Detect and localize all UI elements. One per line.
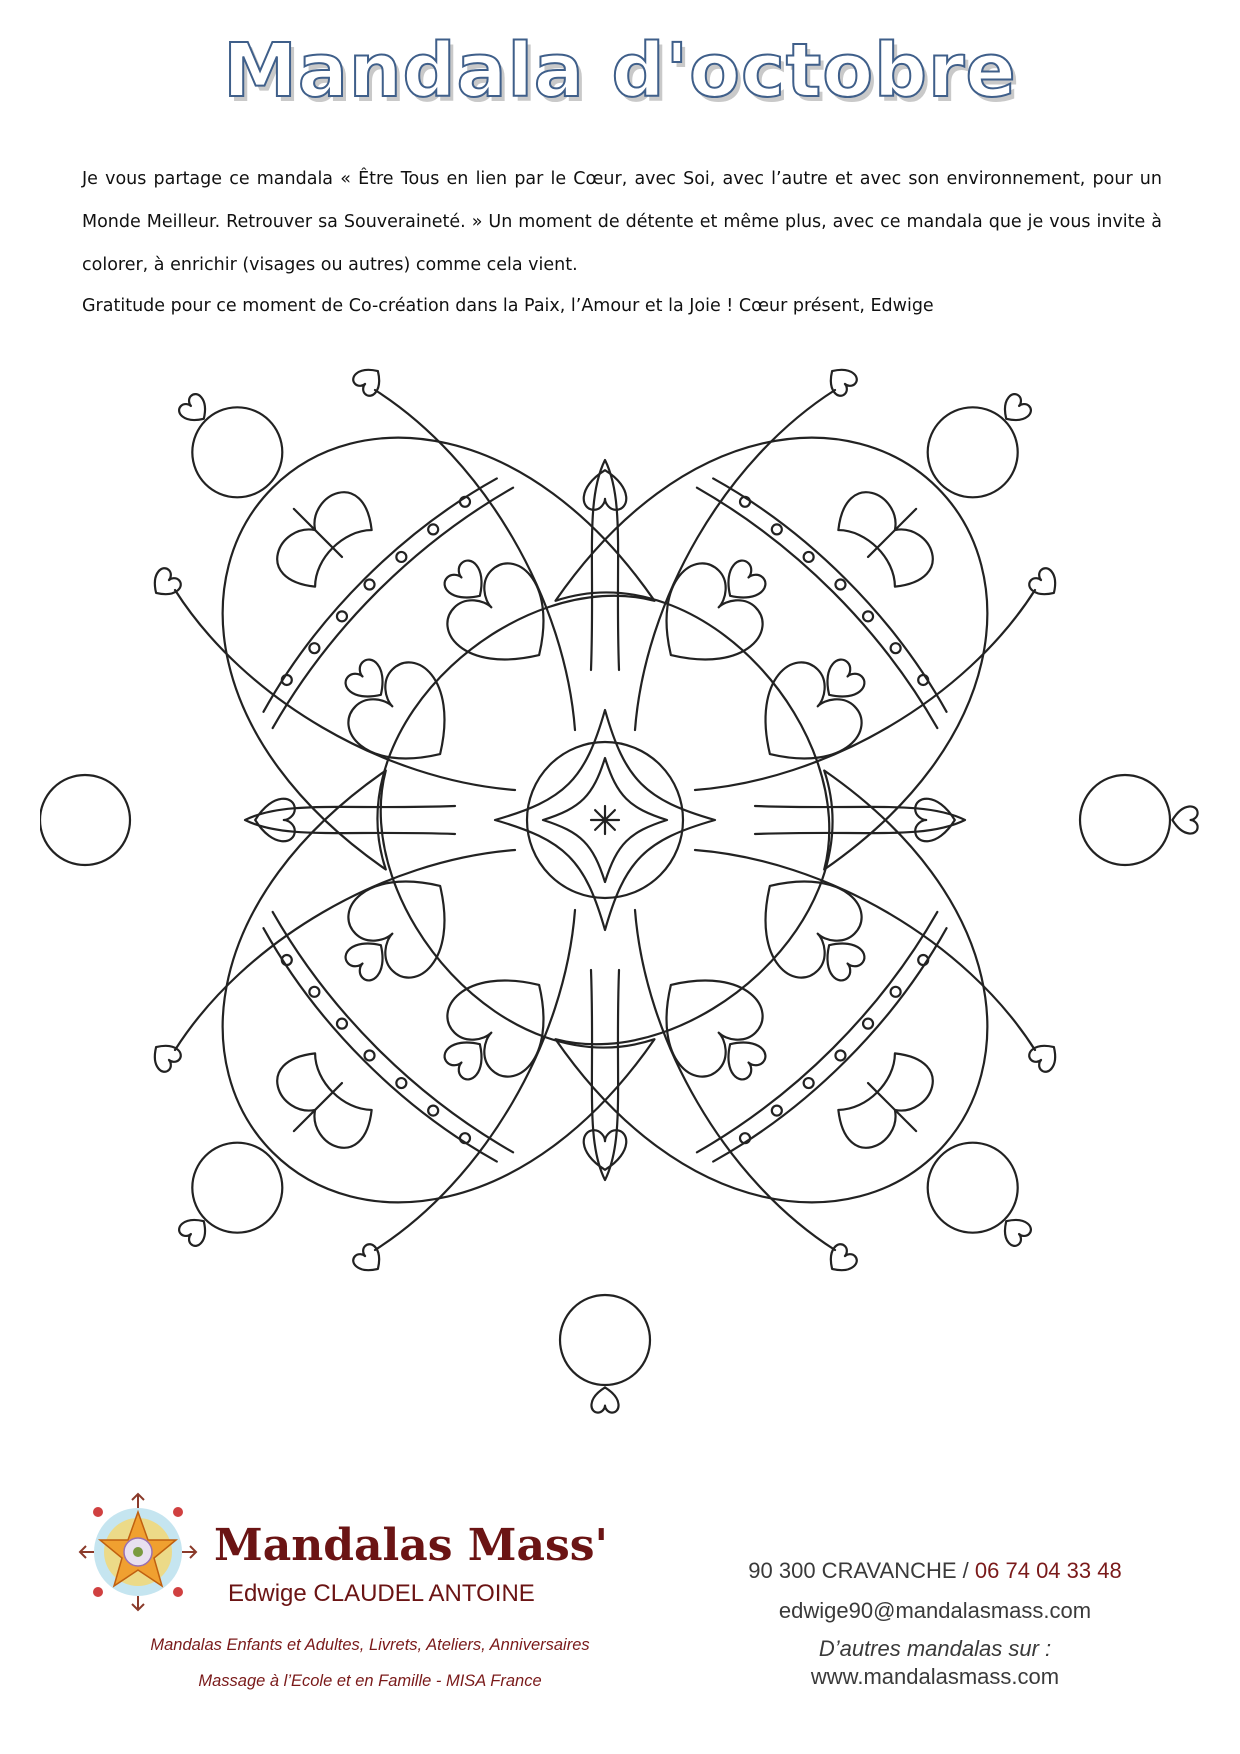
- band-bead: [738, 1131, 752, 1145]
- petal-outline: [550, 765, 1078, 1293]
- outer-heart: [1172, 806, 1197, 833]
- gratitude-line: Gratitude pour ce moment de Co-création dans la Paix, l’Amour et la Joie ! Cœur présent, Edwige: [82, 296, 934, 316]
- band-bead: [335, 1017, 349, 1031]
- outer-ball-circle: [174, 1124, 301, 1251]
- outer-heart: [176, 1212, 213, 1249]
- email-link[interactable]: edwige90@mandalasmass.com: [778, 1598, 1092, 1623]
- leaf-vein: [294, 1083, 342, 1131]
- intro-text: [82, 158, 1162, 321]
- outer-heart: [997, 1212, 1034, 1249]
- mandala-outer-ball: [40, 775, 130, 865]
- arm-inner: [591, 970, 619, 1180]
- brand-name: Mandalas Mass': [214, 1520, 609, 1571]
- mandala-petal: [550, 765, 1078, 1293]
- band-bead: [394, 1076, 408, 1090]
- arm-tip-heart: [351, 1242, 388, 1279]
- petal-outline: [132, 765, 660, 1293]
- intro-paragraph: Je vous partage ce mandala « Être Tous en lien par le Cœur, avec Soi, avec l’autre et avec son environnement, pour un Monde Meilleur. Retrouver sa Souveraineté. » Un moment de détente et même plus, avec ce mandala que je vous invite à colorer, à enrichir (visages ou autres) comme cela vient.: [82, 169, 1162, 275]
- tagline-services: Mandalas Enfants et Adultes, Livrets, Ateliers, Anniversaires: [150, 1636, 590, 1654]
- mandala-petal: [550, 350, 1078, 875]
- arm-inner: [755, 806, 965, 834]
- mandala-petal: [132, 765, 660, 1293]
- arm-tip-heart: [147, 1038, 184, 1075]
- arm-tip-heart: [1027, 566, 1064, 603]
- arm-inner: [591, 460, 619, 670]
- band-bead: [394, 550, 408, 564]
- mandala-outer-ball: [560, 1295, 650, 1413]
- author-name: Edwige CLAUDEL ANTOINE: [228, 1580, 535, 1607]
- petal-outline: [550, 350, 1078, 875]
- mandala-outer-ball: [1080, 775, 1198, 865]
- outer-heart: [591, 1387, 618, 1412]
- outer-heart: [997, 391, 1034, 428]
- band-bead: [280, 673, 294, 687]
- arm-heart: [584, 470, 627, 510]
- arm-tip-heart: [1027, 1038, 1064, 1075]
- band-bead: [802, 1076, 816, 1090]
- website-link[interactable]: www.mandalasmass.com: [810, 1664, 1060, 1689]
- outer-ball-circle: [909, 389, 1036, 516]
- phone-number: 06 74 04 33 48: [974, 1558, 1122, 1583]
- arm-heart: [255, 799, 295, 842]
- arm-tip-heart: [823, 1242, 860, 1279]
- band-bead: [458, 1131, 472, 1145]
- band-bead: [738, 495, 752, 509]
- mandalas-mass-logo: [76, 1490, 200, 1614]
- band-bead: [861, 1017, 875, 1031]
- band-bead: [916, 953, 930, 967]
- arm-curve: [175, 590, 515, 1050]
- arm-curve: [375, 910, 835, 1250]
- outer-ball-circle: [1080, 775, 1170, 865]
- more-mandalas-label: D’autres mandalas sur :: [818, 1636, 1052, 1661]
- tagline-massage: Massage à l’Ecole et en Famille - MISA France: [198, 1672, 542, 1690]
- arm-tip-heart: [823, 362, 860, 399]
- petal-heart: [635, 949, 772, 1086]
- page-title: Mandala d'octobre: [223, 28, 1017, 114]
- mandala-outer-ball: [154, 1124, 301, 1271]
- arm-tip-heart: [351, 362, 388, 399]
- leaf-vein: [868, 509, 916, 557]
- band-bead: [458, 495, 472, 509]
- band-bead: [335, 609, 349, 623]
- mandala-illustration: [40, 350, 1200, 1470]
- address-text: 90 300 CRAVANCHE /: [748, 1558, 969, 1583]
- arm-heart: [584, 1130, 627, 1170]
- mandala-outer-ball: [909, 1124, 1056, 1271]
- outer-ball-circle: [560, 1295, 650, 1385]
- arm-inner: [245, 806, 455, 834]
- arm-tip-heart: [147, 566, 184, 603]
- band-bead: [861, 609, 875, 623]
- contact-address-phone: [700, 1558, 1170, 1584]
- petal-outline: [132, 350, 660, 875]
- arm-heart: [915, 799, 955, 842]
- outer-ball-circle: [40, 775, 130, 865]
- arm-curve: [695, 590, 1035, 1050]
- petal-heart: [734, 652, 871, 789]
- petal-heart: [437, 553, 574, 690]
- outer-heart: [176, 391, 213, 428]
- arm-curve: [375, 390, 835, 730]
- band-bead: [833, 1048, 847, 1062]
- band-bead: [280, 953, 294, 967]
- leaf-vein: [294, 509, 342, 557]
- leaf-vein: [868, 1083, 916, 1131]
- band-bead: [802, 550, 816, 564]
- petal-heart: [338, 850, 475, 987]
- band-bead: [916, 673, 930, 687]
- mandala-petal: [132, 350, 660, 875]
